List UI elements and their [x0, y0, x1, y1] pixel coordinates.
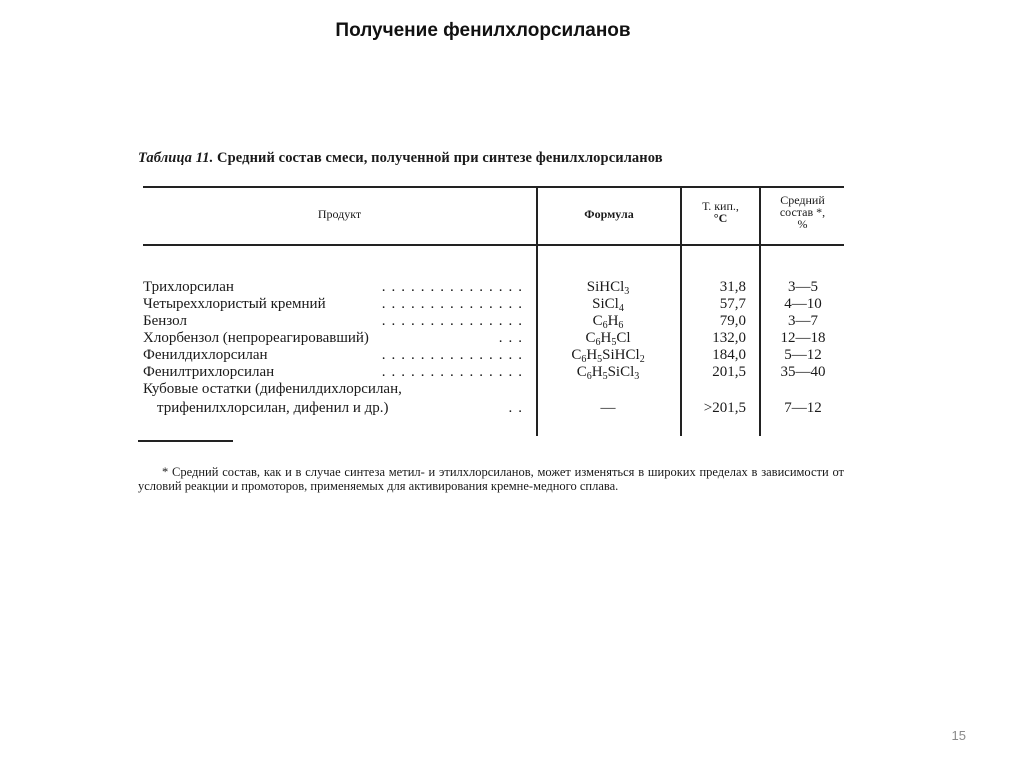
cell-product [143, 279, 528, 295]
cell-product [143, 313, 528, 329]
table-caption-number: Таблица 11. [138, 150, 214, 166]
cell-formula: $C_6H_5Cl$ [585, 330, 631, 348]
cell-product [143, 347, 528, 363]
cell-formula: — [600, 400, 616, 416]
product-name: Хлорбензол (непрореагировавший) [143, 330, 369, 346]
cell-composition: 12—18 [780, 330, 826, 346]
table-row [143, 313, 844, 329]
cell-boiling-point: >201,5 [703, 400, 746, 416]
header-bp-unit: °С [713, 211, 728, 225]
cell-composition: 5—12 [784, 347, 822, 363]
table-row [143, 279, 844, 295]
cell-boiling-point: 31,8 [719, 279, 746, 295]
table-row [143, 347, 844, 363]
leader-dots: ............... [378, 279, 528, 295]
cell-product [143, 364, 528, 380]
header-comp-line: Средний [780, 193, 825, 207]
cell-product [143, 381, 528, 397]
product-name: Четыреххлористый кремний [143, 296, 326, 312]
table-row [143, 400, 844, 416]
product-name: Фенилдихлорсилан [143, 347, 268, 363]
cell-formula: SiHCl$_3$ [586, 279, 630, 297]
cell-product [143, 296, 528, 312]
cell-formula: $C_6H_6$ [592, 313, 624, 331]
leader-dots: ............... [378, 313, 528, 329]
cell-formula: $C_6H_5SiHCl_2$ [571, 347, 645, 365]
cell-composition: 4—10 [784, 296, 822, 312]
cell-boiling-point: 184,0 [712, 347, 746, 363]
header-product: Продукт [317, 207, 362, 221]
product-name: Фенилтрихлорсилан [143, 364, 275, 380]
header-comp-unit: % [797, 217, 808, 231]
cell-boiling-point: 57,7 [719, 296, 746, 312]
table-caption-text: Средний состав смеси, полученной при синтезе фенилхлорсиланов [213, 150, 663, 166]
cell-boiling-point: 132,0 [712, 330, 746, 346]
cell-product [143, 330, 528, 346]
leader-dots: ... [495, 330, 528, 346]
header-bottom-rule [143, 244, 844, 246]
product-name: Кубовые остатки (дифенилдихлорсилан, [143, 381, 402, 397]
footnote-rule [138, 440, 233, 442]
data-table [143, 186, 844, 444]
leader-dots: ............... [378, 364, 528, 380]
cell-composition: 35—40 [780, 364, 826, 380]
cell-boiling-point: 79,0 [719, 313, 746, 329]
header-comp-line: состав *, [779, 205, 826, 219]
page-number: 15 [951, 728, 966, 743]
table-row [143, 364, 844, 380]
header-boiling-point [682, 200, 759, 224]
leader-dots: ............... [378, 296, 528, 312]
cell-composition: 3—5 [788, 279, 818, 295]
cell-product [143, 400, 528, 416]
header-bp-line: Т. кип., [702, 199, 739, 213]
slide-title: Получение фенилхлорсиланов [335, 20, 631, 41]
product-name: Трихлорсилан [143, 279, 234, 295]
table-row [143, 381, 844, 397]
table-row [143, 296, 844, 312]
cell-formula: SiCl$_4$ [592, 296, 624, 314]
scanned-table-image [138, 150, 844, 493]
cell-formula: $C_6H_5SiCl_3$ [576, 364, 640, 382]
table-footnote: * Средний состав, как и в случае синтеза метил- и этилхлорсиланов, может изменяться в широких пределах в зависимости от условий реакции и промоторов, применяемых для активирования кремне-медного сплава. [138, 465, 844, 493]
product-name: трифенилхлорсилан, дифенил и др.) [157, 400, 389, 416]
cell-boiling-point: 201,5 [712, 364, 746, 380]
header-formula: Формула [584, 207, 634, 221]
table-top-rule [143, 186, 844, 188]
header-composition [761, 194, 844, 230]
table-row [143, 330, 844, 346]
leader-dots: ............... [378, 347, 528, 363]
cell-composition: 3—7 [788, 313, 818, 329]
table-caption [138, 150, 844, 167]
leader-dots: .. [505, 400, 529, 416]
cell-composition: 7—12 [784, 400, 822, 416]
product-name: Бензол [143, 313, 187, 329]
